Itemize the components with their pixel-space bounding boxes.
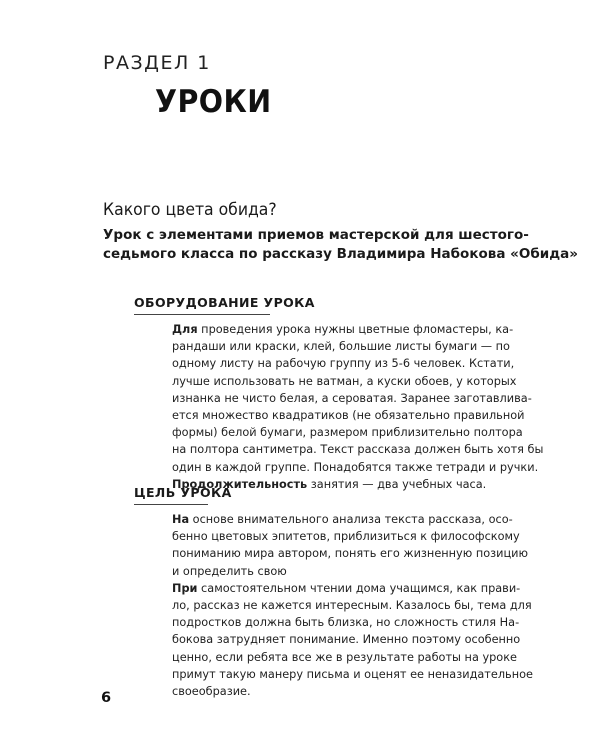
equipment-paragraph <box>172 321 544 493</box>
goal-paragraph <box>172 511 533 700</box>
goal-heading-underline <box>134 504 208 505</box>
lead-word: На <box>172 513 190 526</box>
page-number: 6 <box>101 690 112 706</box>
text-line: и определить свою <box>172 564 287 578</box>
text-line: одному листу на рабочую группу из 5-6 человек. Кстати, <box>172 357 515 371</box>
section-label: РАЗДЕЛ 1 <box>103 52 211 74</box>
text-line <box>172 511 513 528</box>
text-line: бенно цветовых эпитетов, приблизиться к философскому <box>172 530 520 544</box>
text-line <box>172 321 514 338</box>
goal-heading: ЦЕЛЬ УРОКА <box>134 485 232 500</box>
equipment-heading: ОБОРУДОВАНИЕ УРОКА <box>134 295 315 310</box>
text-fragment: проведения урока нужны цветные фломастеры, ка- <box>197 323 514 336</box>
text-line: ценно, если ребята все же в результате работы на уроке <box>172 650 517 664</box>
text-line: изнанка не чисто белая, а сероватая. Заранее заготавлива- <box>172 391 532 405</box>
text-line: лучше использовать не ватман, а куски обоев, у которых <box>172 374 517 388</box>
text-line: ется множество квадратиков (не обязательно правильной <box>172 409 525 423</box>
text-line: пониманию мира автором, понять его жизненную позицию <box>172 547 529 561</box>
text-fragment: основе внимательного анализа текста рассказа, осо- <box>189 513 513 526</box>
lead-word: Для <box>172 323 198 336</box>
text-line: своеобразие. <box>172 685 251 699</box>
equipment-heading-underline <box>134 314 270 315</box>
text-fragment: самостоятельном чтении дома учащимся, как прави- <box>197 581 521 595</box>
text-line: бокова затрудняет понимание. Именно поэтому особенно <box>172 633 521 647</box>
text-line: подростков должна быть близка, но сложность стиля На- <box>172 616 520 630</box>
lesson-subtitle <box>103 226 578 264</box>
lesson-title: Какого цвета обида? <box>103 200 277 220</box>
text-line <box>172 580 521 597</box>
subtitle-line: Урок с элементами приемов мастерской для шестого- <box>103 227 529 243</box>
text-line: ло, рассказ не кажется интересным. Казалось бы, тема для <box>172 599 532 613</box>
text-line: один в каждой группе. Понадобятся также тетради и ручки. <box>172 460 539 474</box>
text-line: примут такую манеру письма и оценят ее неназидательное <box>172 667 533 681</box>
text-line: на полтора сантиметра. Текст рассказа должен быть хотя бы <box>172 443 544 457</box>
section-title: УРОКИ <box>155 84 272 120</box>
subtitle-line: седьмого класса по рассказу Владимира Набокова «Обида» <box>103 246 578 262</box>
duration-text: занятия — два учебных часа. <box>307 477 487 491</box>
duration-label: Продолжительность <box>172 477 308 491</box>
text-line: рандаши или краски, клей, большие листы бумаги — по <box>172 340 510 354</box>
text-line: формы) белой бумаги, размером приблизительно полтора <box>172 426 523 440</box>
lead-word: При <box>172 581 198 595</box>
